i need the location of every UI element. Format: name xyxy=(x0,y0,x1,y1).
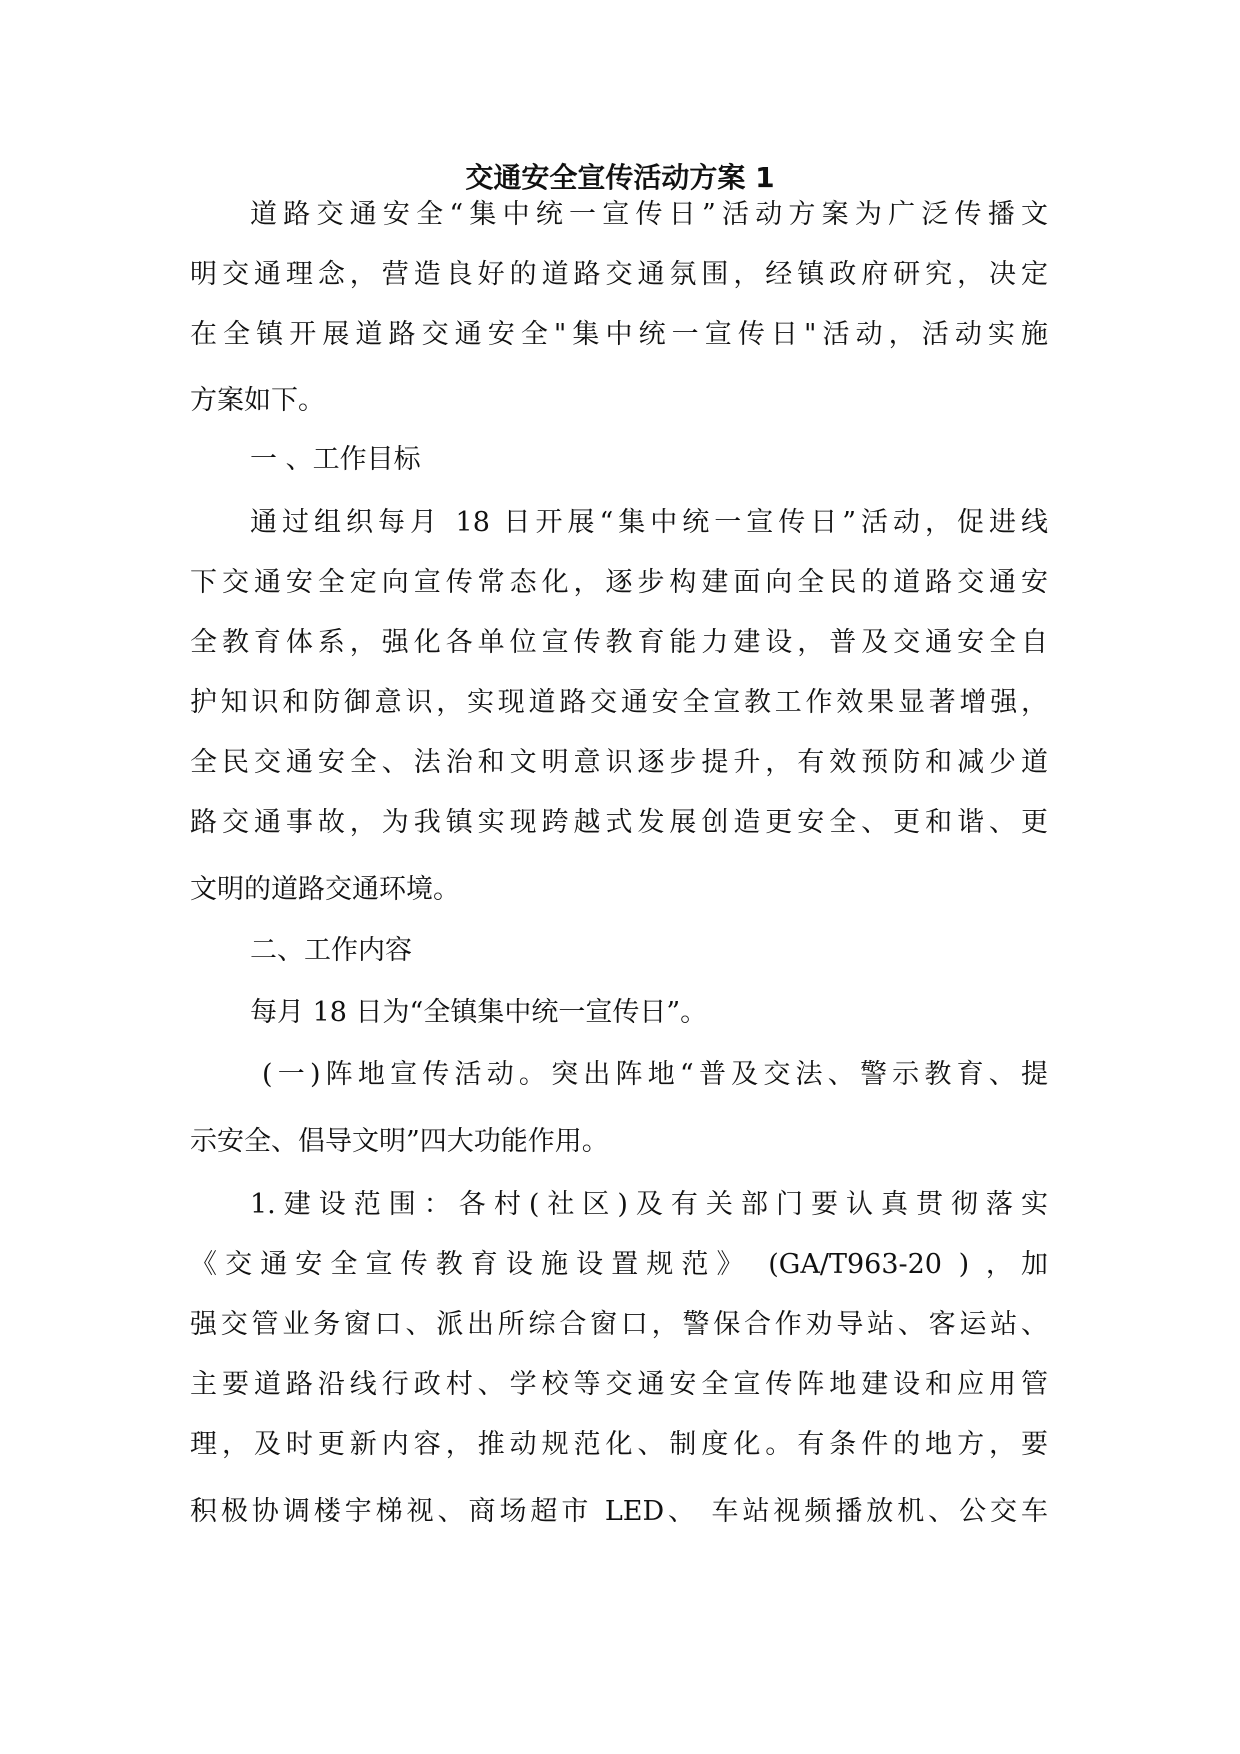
paragraph-line: 路交通事故，为我镇实现跨越式发展创造更安全、更和谐、更 xyxy=(190,807,1048,838)
paragraph-line: 强交管业务窗口、派出所综合窗口，警保合作劝导站、客运站、 xyxy=(190,1309,1048,1340)
section-heading: 一 、工作目标 xyxy=(250,444,421,475)
paragraph-line: 每月 18 日为“全镇集中统一宣传日”。 xyxy=(250,997,708,1028)
document-title: 交通安全宣传活动方案 1 xyxy=(465,161,775,194)
subsection-line: (一)阵地宣传活动。突出阵地“普及交法、警示教育、提 xyxy=(262,1059,1048,1090)
paragraph-line: 明交通理念，营造良好的道路交通氛围，经镇政府研究，决定 xyxy=(190,259,1048,290)
paragraph-line: 全教育体系，强化各单位宣传教育能力建设，普及交通安全自 xyxy=(190,627,1048,658)
paragraph-line: 1.建设范围：各村(社区)及有关部门要认真贯彻落实 xyxy=(250,1189,1048,1220)
paragraph-line: 《交通安全宣传教育设施设置规范》 (GA/T963-20 ) ，加 xyxy=(190,1249,1048,1280)
paragraph-line: 全民交通安全、法治和文明意识逐步提升，有效预防和减少道 xyxy=(190,747,1048,778)
paragraph-line: 示安全、倡导文明”四大功能作用。 xyxy=(190,1126,609,1157)
paragraph-line: 积极协调楼宇梯视、商场超市 LED、 车站视频播放机、公交车 xyxy=(190,1496,1048,1527)
section-heading: 二、工作内容 xyxy=(250,935,412,966)
paragraph-line: 护知识和防御意识，实现道路交通安全宣教工作效果显著增强， xyxy=(190,687,1048,718)
paragraph-line: 通过组织每月 18 日开展“集中统一宣传日”活动，促进线 xyxy=(250,507,1048,538)
paragraph-line: 理，及时更新内容，推动规范化、制度化。有条件的地方，要 xyxy=(190,1429,1048,1460)
paragraph-line: 方案如下。 xyxy=(190,385,325,416)
paragraph-line: 文明的道路交通环境。 xyxy=(190,874,460,905)
paragraph-line: 主要道路沿线行政村、学校等交通安全宣传阵地建设和应用管 xyxy=(190,1369,1048,1400)
paragraph-line: 道路交通安全“集中统一宣传日”活动方案为广泛传播文 xyxy=(250,199,1048,230)
paragraph-line: 下交通安全定向宣传常态化，逐步构建面向全民的道路交通安 xyxy=(190,567,1048,598)
paragraph-line: 在全镇开展道路交通安全"集中统一宣传日"活动，活动实施 xyxy=(190,319,1048,350)
